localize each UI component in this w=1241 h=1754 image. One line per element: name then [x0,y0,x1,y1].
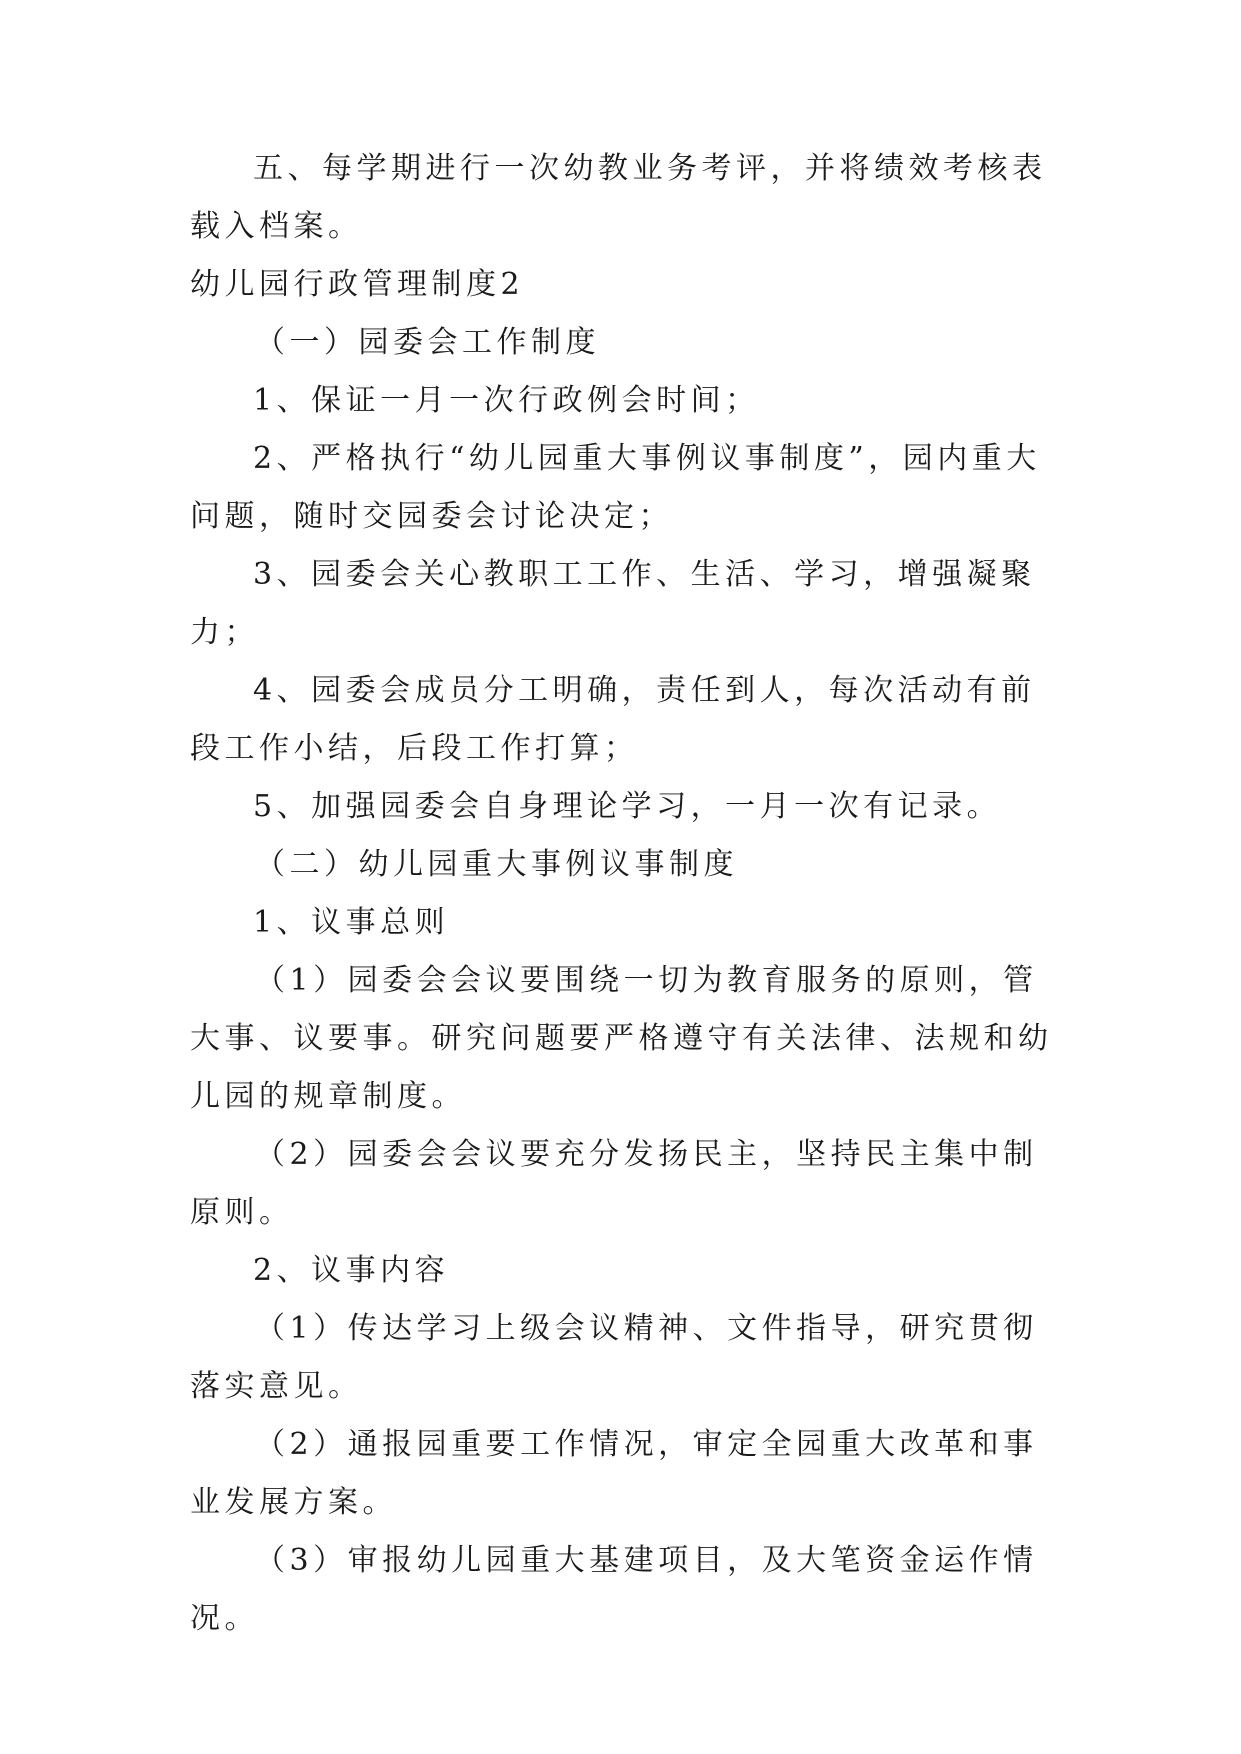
list-item: （1）传达学习上级会议精神、文件指导，研究贯彻落实意见。 [190,1311,1038,1404]
list-item: 4、园委会成员分工明确，责任到人，每次活动有前段工作小结，后段工作打算； [190,673,1036,766]
list-item: 3、园委会关心教职工工作、生活、学习，增强凝聚力； [190,557,1036,650]
list-item: （2）通报园重要工作情况，审定全园重大改革和事业发展方案。 [190,1427,1038,1520]
section-title: 幼儿园行政管理制度2 [190,267,525,302]
list-item: （2）园委会会议要充分发扬民主，坚持民主集中制原则。 [190,1137,1038,1230]
list-heading: 1、议事总则 [253,905,450,940]
list-heading: 2、议事内容 [253,1253,450,1288]
paragraph-evaluation: 五、每学期进行一次幼教业务考评，并将绩效考核表载入档案。 [190,151,1047,244]
subsection-heading-committee: （一）园委会工作制度 [255,325,600,360]
list-item: （3）审报幼儿园重大基建项目，及大笔资金运作情况。 [190,1543,1038,1636]
subsection-heading-rules: （二）幼儿园重大事例议事制度 [255,847,738,882]
list-item: 1、保证一月一次行政例会时间； [253,383,760,418]
document-body [190,140,1070,1648]
list-item: 2、严格执行“幼儿园重大事例议事制度”，园内重大问题，随时交园委会讨论决定； [190,441,1041,534]
list-item: （1）园委会会议要围绕一切为教育服务的原则，管大事、议要事。研究问题要严格遵守有关法律、法规和幼儿园的规章制度。 [190,963,1053,1114]
list-item: 5、加强园委会自身理论学习，一月一次有记录。 [253,789,1002,824]
